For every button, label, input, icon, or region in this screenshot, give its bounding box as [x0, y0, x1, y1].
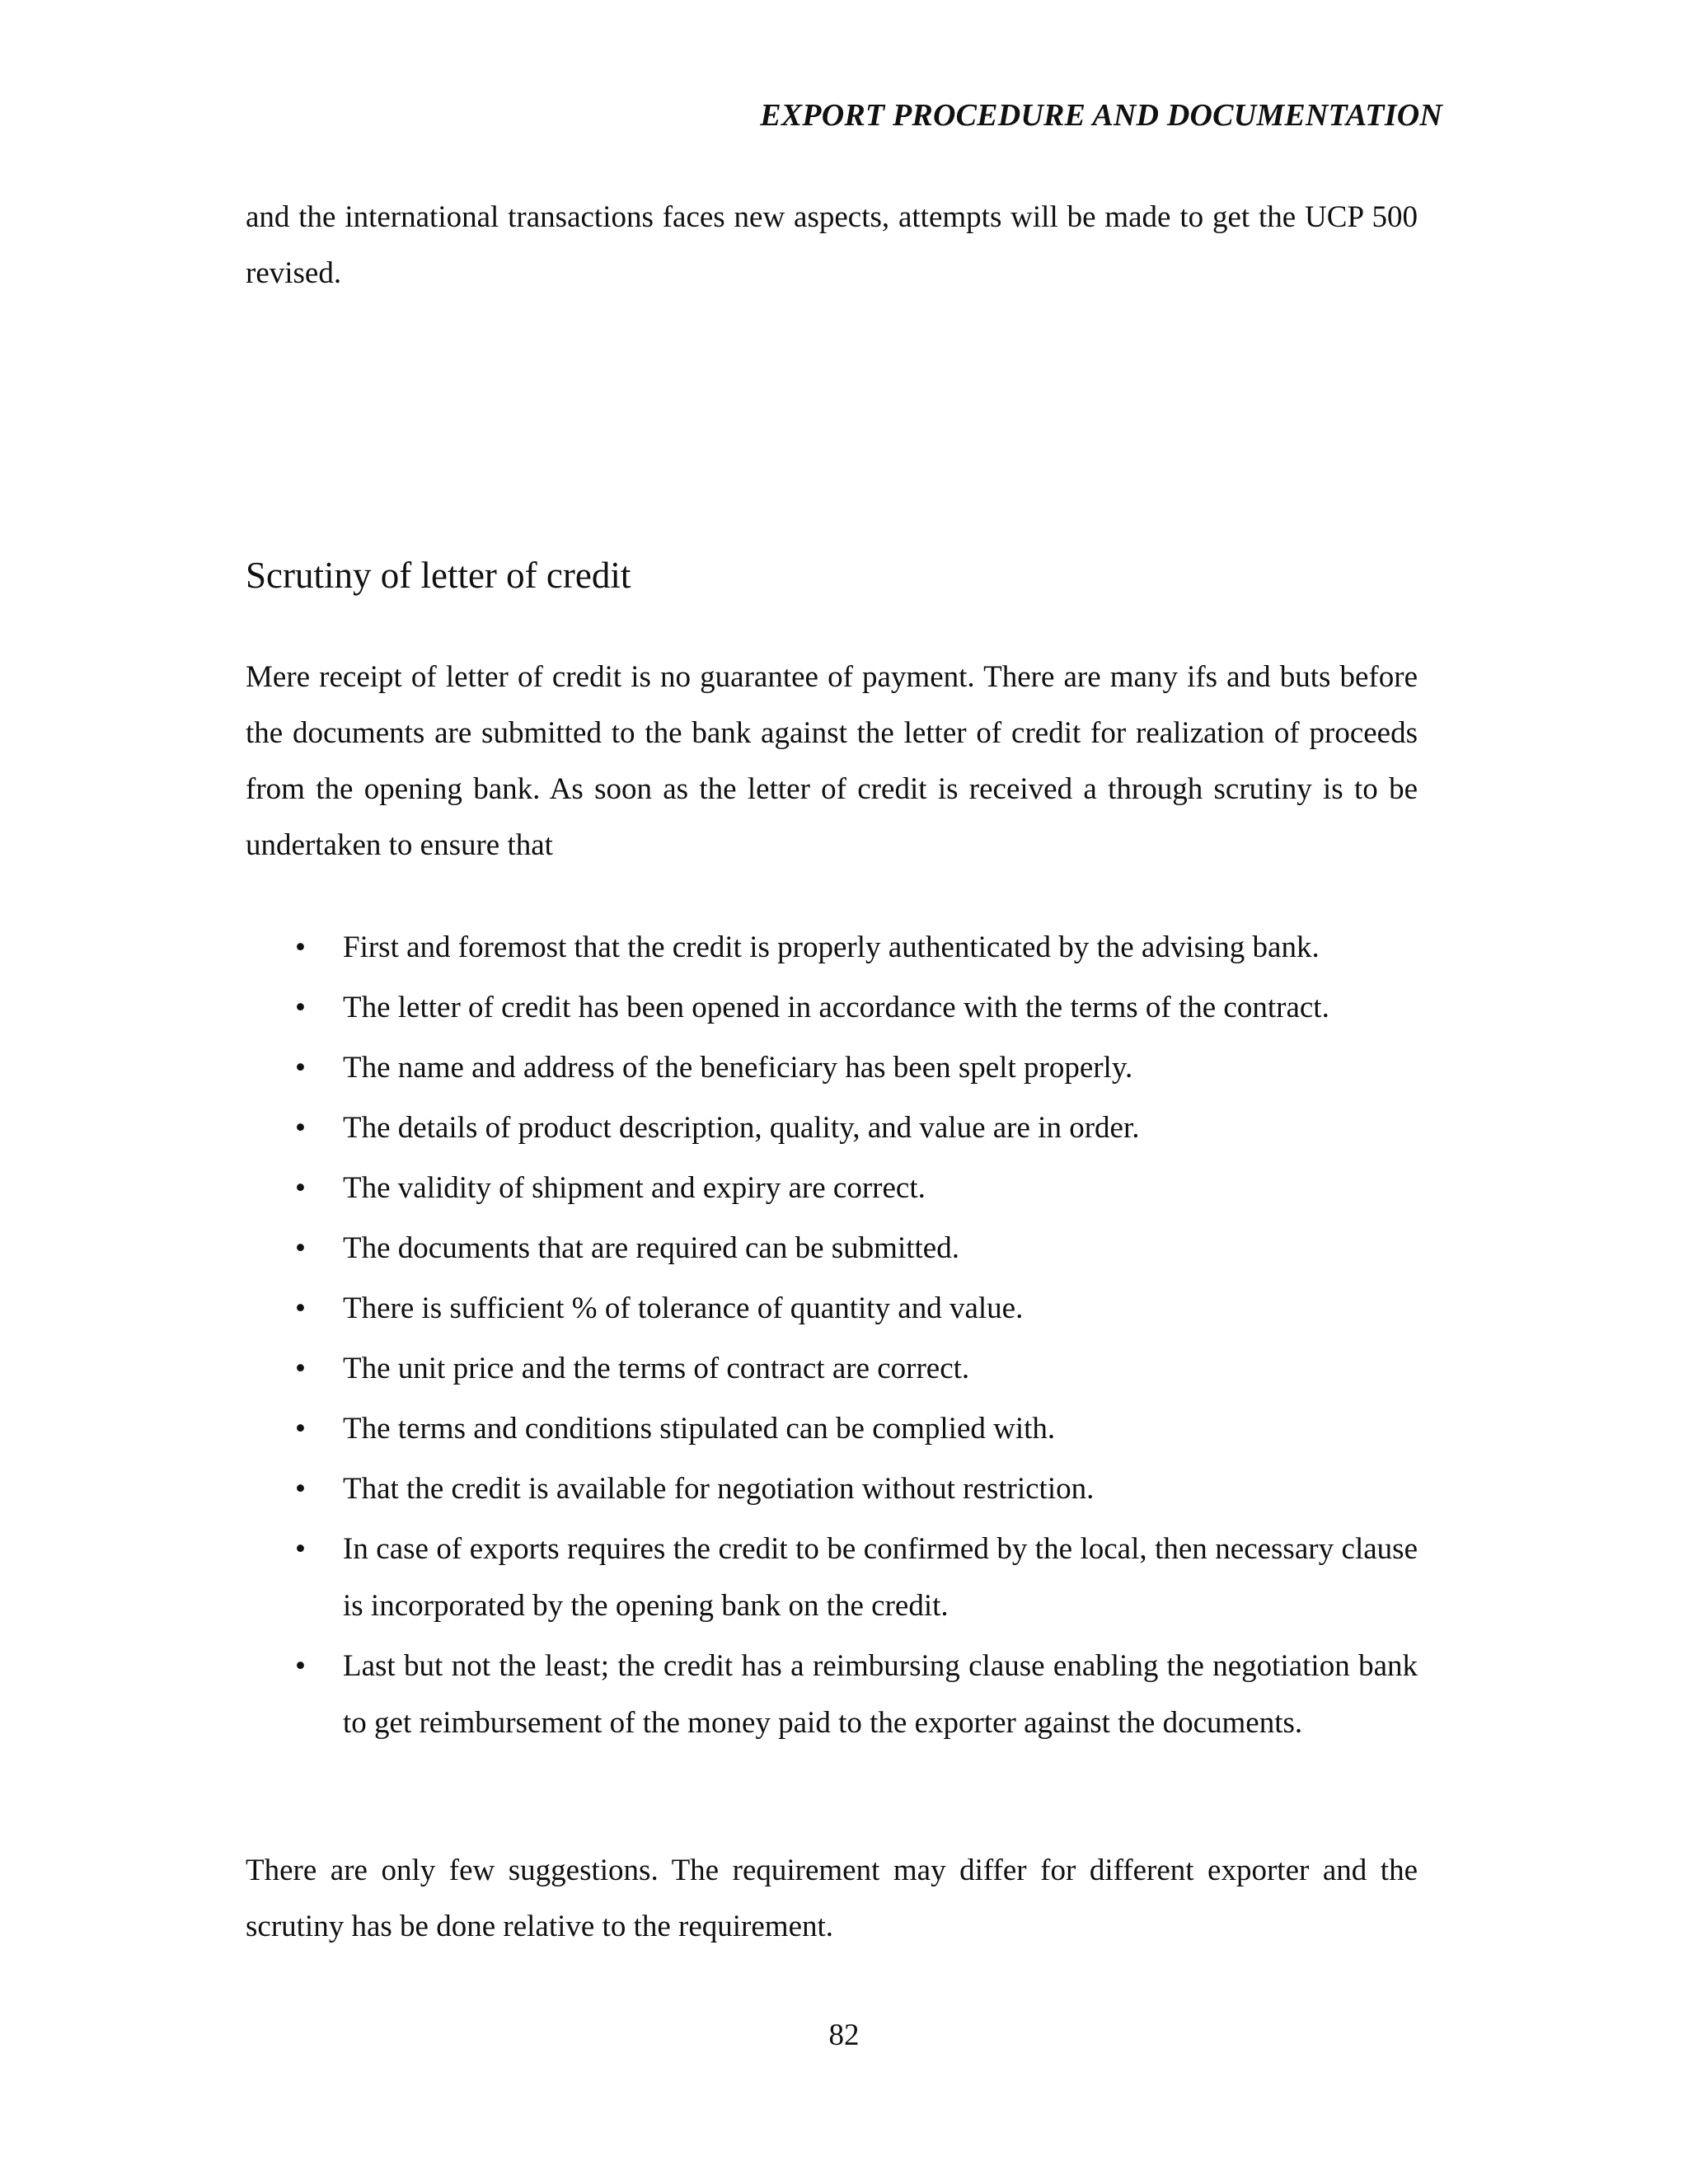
- section-paragraph: Mere receipt of letter of credit is no guarantee of payment. There are many ifs and buts before the documents are submitted to the bank against the letter of credit for realization of proceeds from the opening bank. As soon as the letter of credit is received a through scrutiny is to be undertaken to ensure that: [246, 660, 1418, 862]
- bullet-icon: •: [295, 1352, 306, 1385]
- bullet-icon: •: [295, 930, 306, 964]
- list-item: [246, 1340, 1418, 1397]
- list-item-text: In case of exports requires the credit to be confirmed by the local, then necessary clause is incorporated by the opening bank on the credit.: [343, 1532, 1418, 1623]
- list-item-text: The letter of credit has been opened in accordance with the terms of the contract.: [343, 991, 1329, 1024]
- list-item: [246, 919, 1418, 976]
- list-item-text: First and foremost that the credit is properly authenticated by the advising bank.: [343, 930, 1320, 964]
- list-item-text: The documents that are required can be submitted.: [343, 1231, 959, 1265]
- list-item-text: The validity of shipment and expiry are correct.: [343, 1171, 926, 1205]
- list-item: [246, 1521, 1418, 1634]
- closing-paragraph: There are only few suggestions. The requirement may differ for different exporter and the scrutiny has be done relative to the requirement.: [246, 1854, 1418, 1943]
- list-item-text: The name and address of the beneficiary has been spelt properly.: [343, 1051, 1133, 1085]
- list-item: [246, 1460, 1418, 1517]
- list-item: [246, 1280, 1418, 1337]
- list-item: [246, 1220, 1418, 1277]
- bullet-icon: •: [295, 991, 306, 1024]
- bullet-icon: •: [295, 1532, 306, 1566]
- bullet-icon: •: [295, 1412, 306, 1446]
- list-item-text: The unit price and the terms of contract are correct.: [343, 1352, 970, 1385]
- list-item-text: The details of product description, quality, and value are in order.: [343, 1111, 1140, 1145]
- bullet-icon: •: [295, 1171, 306, 1205]
- list-item-text: The terms and conditions stipulated can be complied with.: [343, 1412, 1056, 1446]
- list-item: [246, 1160, 1418, 1216]
- list-item: [246, 1400, 1418, 1457]
- bullet-icon: •: [295, 1649, 306, 1683]
- bullet-icon: •: [295, 1291, 306, 1325]
- list-item: [246, 1638, 1418, 1751]
- page-number: 82: [828, 2018, 860, 2052]
- section-heading: Scrutiny of letter of credit: [246, 555, 631, 596]
- bullet-icon: •: [295, 1231, 306, 1265]
- list-item-text: Last but not the least; the credit has a reimbursing clause enabling the negotiation bank to get reimbursement of the money paid to the exporter against the documents.: [343, 1649, 1418, 1740]
- list-item-text: That the credit is available for negotiation without restriction.: [343, 1472, 1095, 1506]
- bullet-icon: •: [295, 1051, 306, 1085]
- bullet-icon: •: [295, 1472, 306, 1506]
- list-item: [246, 979, 1418, 1036]
- scrutiny-checklist: [246, 919, 1418, 1755]
- bullet-icon: •: [295, 1111, 306, 1145]
- list-item: [246, 1039, 1418, 1096]
- running-header: EXPORT PROCEDURE AND DOCUMENTATION: [760, 98, 1442, 133]
- intro-paragraph: and the international transactions faces new aspects, attempts will be made to get the UCP 500 revised.: [246, 200, 1418, 290]
- list-item: [246, 1099, 1418, 1156]
- list-item-text: There is sufficient % of tolerance of quantity and value.: [343, 1291, 1024, 1325]
